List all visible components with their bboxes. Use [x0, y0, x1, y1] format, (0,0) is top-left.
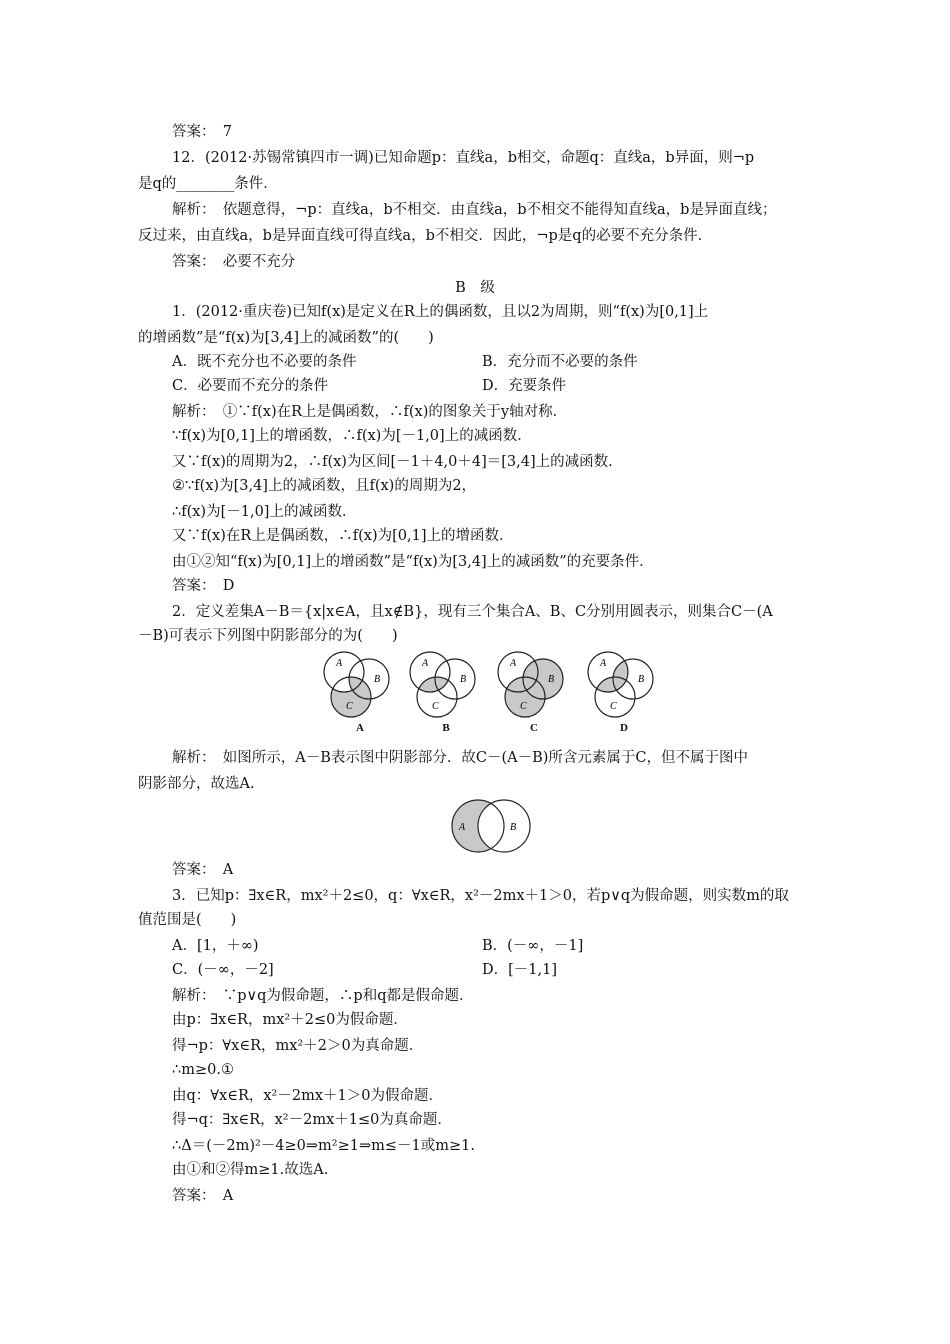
analysis-2-line-2: 阴影部分，故选A.: [138, 776, 255, 792]
analysis-3-line-5: 由q：∀x∈R，x²－2mx＋1＞0为假命题．: [172, 1088, 443, 1104]
answer-12: 答案： 必要不充分: [172, 254, 296, 270]
analysis-3-line-3: 得¬p：∀x∈R，mx²＋2＞0为真命题．: [172, 1038, 424, 1054]
question-1-option-d: D．充要条件: [482, 378, 567, 394]
question-2-line-1: 2．定义差集A－B＝{x|x∈A，且x∉B}，现有三个集合A、B、C分别用圆表示，则集合C－(A: [172, 604, 773, 620]
figure-label-b: B: [510, 822, 517, 833]
analysis-3-line-6: 得¬q：∃x∈R，x²－2mx＋1≤0为真命题．: [172, 1112, 452, 1128]
venn-label-b: B: [638, 674, 645, 685]
analysis-3-line-2: 由p：∃x∈R，mx²＋2≤0为假命题．: [172, 1012, 408, 1028]
analysis-3-line-8: 由①和②得m≥1.故选A.: [172, 1162, 329, 1178]
venn-label-a: A: [510, 658, 517, 669]
question-1-line-2: 的增函数”是“f(x)为[3,4]上的减函数”的( ): [138, 330, 434, 346]
question-12-line-1: 12．(2012·苏锡常镇四市一调)已知命题p：直线a，b相交，命题q：直线a，b异面，则¬p: [172, 150, 755, 166]
question-3-option-d: D．[－1,1]: [482, 962, 557, 978]
question-1-option-b: B．充分而不必要的条件: [482, 354, 638, 370]
venn-label-b: B: [548, 674, 555, 685]
venn-option-a: [322, 646, 398, 742]
analysis-3-line-1: 解析： ∵p∨q为假命题，∴p和q都是假命题．: [172, 988, 474, 1004]
venn-label-c: C: [432, 701, 439, 712]
analysis-1-line-4: ②∵f(x)为[3,4]上的减函数，且f(x)的周期为2，: [172, 478, 477, 494]
venn-option-b: [408, 646, 484, 742]
answer-1: 答案： D: [172, 578, 235, 594]
analysis-1-line-6: 又∵f(x)在R上是偶函数，∴f(x)为[0,1]上的增函数．: [172, 528, 514, 544]
venn-label-a: A: [336, 658, 343, 669]
analysis-3-line-4: ∴m≥0.①: [172, 1062, 234, 1078]
venn-label-c: C: [346, 701, 353, 712]
venn-label-c: C: [610, 701, 617, 712]
analysis-2-line-1: 解析： 如图所示，A－B表示图中阴影部分．故C－(A－B)所含元素属于C，但不属于图中: [172, 750, 749, 766]
venn-label-a: A: [422, 658, 429, 669]
venn-options: [322, 646, 662, 742]
analysis-1-line-5: ∴f(x)为[－1,0]上的减函数．: [172, 504, 357, 520]
question-3-line-1: 3．已知p：∃x∈R，mx²＋2≤0，q：∀x∈R，x²－2mx＋1＞0，若p∨q为假命题，则实数m的取: [172, 888, 789, 904]
analysis-1-line-1: 解析： ①∵f(x)在R上是偶函数，∴f(x)的图象关于y轴对称．: [172, 404, 568, 420]
question-1-line-1: 1．(2012·重庆卷)已知f(x)是定义在R上的偶函数，且以2为周期，则“f(x)为[0,1]上: [172, 304, 709, 320]
venn-label-a: A: [600, 658, 607, 669]
venn-option-c: [496, 646, 572, 742]
question-1-option-a: A．既不充分也不必要的条件: [172, 354, 357, 370]
section-heading: B 级: [455, 280, 495, 296]
question-12-line-2: 是q的________条件．: [138, 176, 278, 192]
question-3-line-2: 值范围是( ): [138, 912, 237, 928]
question-3-option-c: C．(－∞，－2]: [172, 962, 274, 978]
venn-caption-b: B: [442, 722, 450, 734]
analysis-12-line-1: 解析： 依题意得，¬p：直线a，b不相交．由直线a，b不相交不能得知直线a，b是异面直线；: [172, 202, 777, 218]
question-3-option-a: A．[1，＋∞): [172, 938, 259, 954]
analysis-1-line-2: ∵f(x)为[0,1]上的增函数，∴f(x)为[－1,0]上的减函数．: [172, 428, 532, 444]
answer-3: 答案： A: [172, 1188, 234, 1204]
figure-label-a: A: [459, 822, 466, 833]
venn-label-b: B: [460, 674, 467, 685]
question-3-option-b: B．(－∞，－1]: [482, 938, 584, 954]
answer-line: 答案： 7: [172, 124, 232, 140]
analysis-1-line-3: 又∵f(x)的周期为2，∴f(x)为区间[－1＋4,0＋4]＝[3,4]上的减函数．: [172, 454, 623, 470]
analysis-12-line-2: 反过来，由直线a，b是异面直线可得直线a，b不相交．因此，¬p是q的必要不充分条件．: [138, 228, 713, 244]
analysis-3-line-7: ∴Δ＝(－2m)²－4≥0⇒m²≥1⇒m≤－1或m≥1.: [172, 1138, 475, 1154]
analysis-1-line-7: 由①②知“f(x)为[0,1]上的增函数”是“f(x)为[3,4]上的减函数”的充要条件．: [172, 554, 654, 570]
venn-caption-d: D: [620, 722, 628, 734]
venn-label-c: C: [520, 701, 527, 712]
venn-caption-a: A: [356, 722, 364, 734]
venn-caption-c: C: [530, 722, 538, 734]
answer-2: 答案： A: [172, 862, 234, 878]
question-1-option-c: C．必要而不充分的条件: [172, 378, 329, 394]
question-2-line-2: －B)可表示下列图中阴影部分的为( ): [138, 628, 398, 644]
venn-label-b: B: [374, 674, 381, 685]
venn-option-d: [586, 646, 662, 742]
difference-figure: [450, 796, 536, 860]
